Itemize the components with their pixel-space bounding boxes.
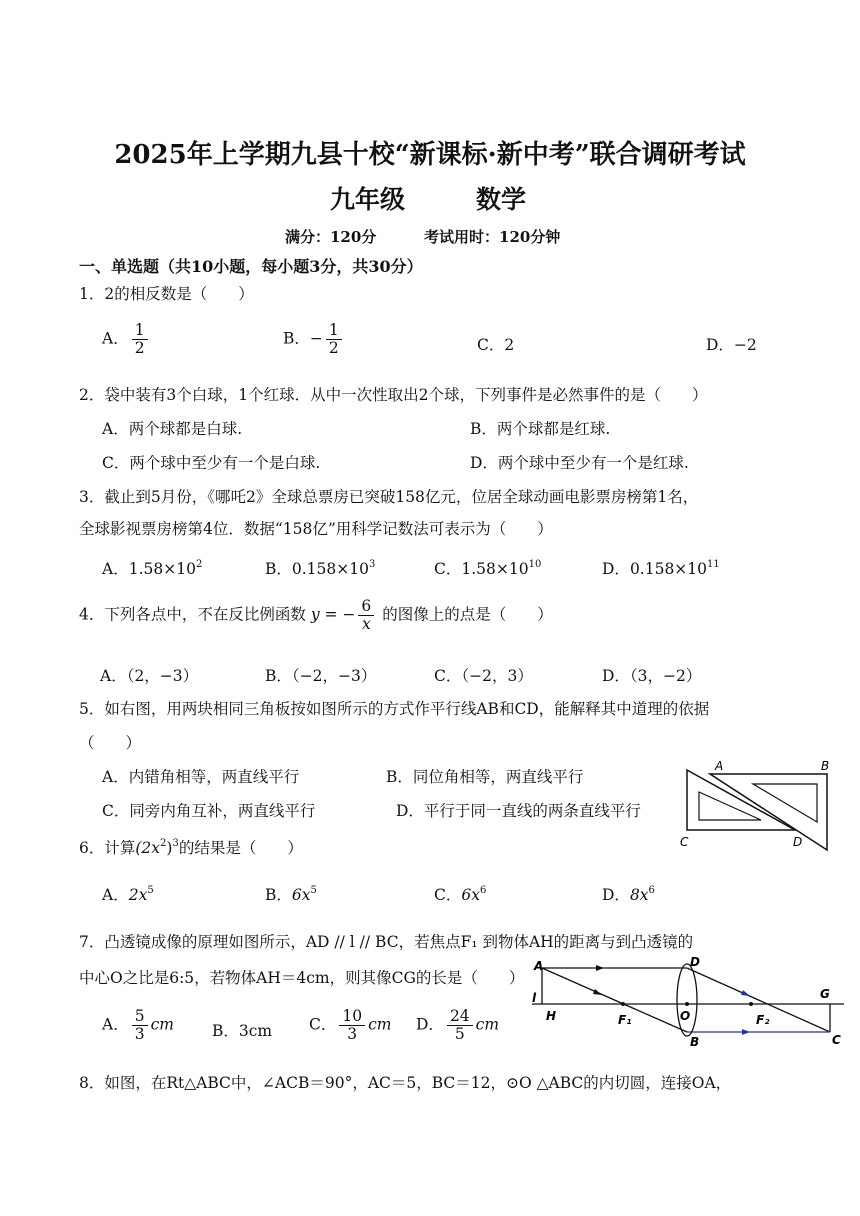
q1-option-b: B．− $\frac{1}{2}$ xyxy=(283,322,345,357)
q2-option-c: C．两个球中至少有一个是白球. xyxy=(102,454,321,472)
q7-stem-line1: 7．凸透镜成像的原理如图所示，AD // l // BC，若焦点F₁ 到物体AH的距离与到凸透镜的 xyxy=(79,933,694,951)
q7-option-c: C． $\frac{10}{3}$ cm xyxy=(309,1007,392,1044)
q8-stem: 8．如图，在Rt△ABC中，∠ACB＝90°，AC＝5，BC＝12，⊙O △ABC的内切圆，连接OA， xyxy=(79,1074,732,1092)
q3-stem-line1: 3．截止到5月份，《哪吒2》全球总票房已突破158亿元，位居全球动画电影票房榜第1名， xyxy=(79,488,699,506)
q3-option-a: A．$1.58\times 10^2$ xyxy=(102,559,203,578)
point-f1 xyxy=(621,1002,625,1006)
label-o: O xyxy=(680,1009,691,1023)
q6-option-c: C．$6x^6$ xyxy=(434,885,487,904)
q3-stem-line2: 全球影视票房榜第4位．数据“158亿”用科学记数法可表示为（ ） xyxy=(79,520,553,538)
label-a: A xyxy=(534,959,544,973)
q4-option-c: C．（−2，3） xyxy=(434,667,533,685)
q6-option-b: B．$6x^5$ xyxy=(265,885,317,904)
q5-stem-line2: （ ） xyxy=(79,734,142,752)
q2-option-a: A．两个球都是白球. xyxy=(102,420,243,438)
exam-title: 2025年上学期九县十校“新课标·新中考”联合调研考试 xyxy=(114,140,746,170)
section-heading: 一、单选题（共10小题，每小题3分，共30分） xyxy=(79,257,423,276)
q5-stem-line1: 5．如右图，用两块相同三角板按如图所示的方式作平行线AB和CD，能解释其中道理的依据 xyxy=(79,700,710,718)
right-triangle-inner xyxy=(753,784,817,822)
point-o xyxy=(685,1002,689,1006)
arrow-3 xyxy=(741,990,750,996)
q4-option-d: D．（3，−2） xyxy=(602,667,702,685)
right-triangle-outer xyxy=(710,774,827,850)
q4-stem: 4．下列各点中，不在反比例函数 y = − $\frac{6}{x}$ 的图像上的点是（ ） xyxy=(79,597,553,634)
q6-stem: 6．计算$(2x^2)^3$的结果是（ ） xyxy=(79,838,303,857)
label-c: C xyxy=(680,835,689,849)
q1-option-d: D．−2 xyxy=(706,336,757,354)
full-score: 满分：120分 xyxy=(285,228,377,246)
label-h: H xyxy=(546,1009,557,1023)
q3-option-d: D．$0.158\times 10^{11}$ xyxy=(602,559,720,578)
subject-label: 数学 xyxy=(476,185,527,214)
q7-option-a: A． $\frac{5}{3}$ cm xyxy=(102,1007,174,1044)
q2-option-b: B．两个球都是红球. xyxy=(470,420,611,438)
label-b: B xyxy=(821,759,830,773)
arrow-4 xyxy=(742,1029,750,1035)
exam-duration: 考试用时：120分钟 xyxy=(424,228,561,246)
label-g: G xyxy=(820,987,830,1001)
point-f2 xyxy=(749,1002,753,1006)
q7-lens-figure xyxy=(522,954,852,1049)
label-f2: F₂ xyxy=(756,1013,770,1027)
q1-stem: 1．2的相反数是（ ） xyxy=(79,285,254,303)
label-d: D xyxy=(793,835,803,849)
label-f1: F₁ xyxy=(618,1013,632,1027)
label-b: B xyxy=(690,1035,700,1049)
ray-ab xyxy=(542,968,687,1032)
q4-option-a: A．（2，−3） xyxy=(100,667,199,685)
convex-lens xyxy=(677,964,697,1036)
q1-option-c: C．2 xyxy=(477,336,515,354)
q7-stem-line2: 中心O之比是6:5，若物体AH＝4cm，则其像CG的长是（ ） xyxy=(79,969,525,987)
q3-option-b: B．$0.158\times 10^3$ xyxy=(265,559,376,578)
label-a: A xyxy=(715,759,724,773)
q5-option-a: A．内错角相等，两直线平行 xyxy=(102,768,300,786)
q3-option-c: C．$1.58\times 10^{10}$ xyxy=(434,559,542,578)
q5-option-c: C．同旁内角互补，两直线平行 xyxy=(102,802,316,820)
q5-option-b: B．同位角相等，两直线平行 xyxy=(386,768,584,786)
label-l: l xyxy=(532,991,537,1005)
arrow-2 xyxy=(593,989,602,995)
q1-option-a: A． $\frac{1}{2}$ xyxy=(102,322,151,357)
arrow-1 xyxy=(596,965,604,971)
q2-stem: 2．袋中装有3个白球，1个红球．从中一次性取出2个球，下列事件是必然事件的是（ ） xyxy=(79,386,708,404)
q7-option-d: D． $\frac{24}{5}$ cm xyxy=(416,1007,500,1044)
grade-label: 九年级 xyxy=(330,185,406,214)
q2-option-d: D．两个球中至少有一个是红球. xyxy=(470,454,689,472)
q5-option-d: D．平行于同一直线的两条直线平行 xyxy=(396,802,641,820)
label-c: C xyxy=(832,1033,841,1047)
q7-option-b: B．3cm xyxy=(212,1022,273,1040)
q6-option-d: D．$8x^6$ xyxy=(602,885,655,904)
q6-option-a: A．$2x^5$ xyxy=(102,885,154,904)
q5-triangle-figure xyxy=(675,758,840,853)
label-d: D xyxy=(690,955,700,969)
q4-option-b: B．（−2，−3） xyxy=(265,667,377,685)
